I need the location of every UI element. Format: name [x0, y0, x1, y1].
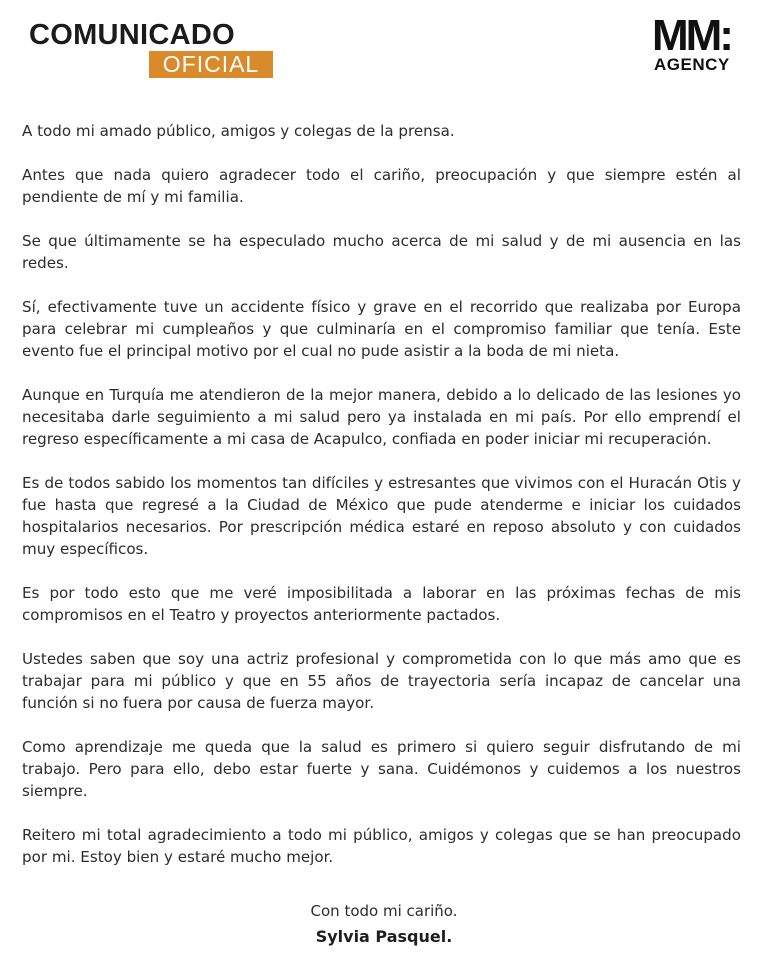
paragraph: Se que últimamente se ha especulado mucho acerca de mi salud y de mi ausencia en las redes. [22, 232, 741, 272]
paragraph: Ustedes saben que soy una actriz profesional y comprometida con lo que más amo que es trabajar para mi público y que en 55 años de trayectoria sería incapaz de cancelar una función si no fuera por causa de fuerza mayor. [22, 650, 741, 712]
closing-line: Con todo mi cariño. [310, 902, 458, 920]
paragraph: Antes que nada quiero agradecer todo el cariño, preocupación y que siempre estén al pendiente de mí y mi familia. [22, 166, 741, 206]
logo-text: AGENCY [654, 55, 730, 74]
document-title: COMUNICADO [29, 19, 235, 51]
paragraph: Aunque en Turquía me atendieron de la mejor manera, debido a lo delicado de las lesiones yo necesitaba darle seguimiento a mi salud pero ya instalada en mi país. Por ello emprendí el regreso específicamente a mi casa de Acapulco, confiada en poder iniciar mi recuperación. [22, 386, 741, 448]
paragraph-final: Reitero mi total agradecimiento a todo mi público, amigos y colegas que se han preocupado por mi. Estoy bien y estaré mucho mejor. [22, 826, 741, 866]
paragraph: Es de todos sabido los momentos tan difíciles y estresantes que vivimos con el Huracán Otis y fue hasta que regresé a la Ciudad de México que pude atenderme e iniciar los cuidados hospitalarios necesarios. Por prescripción médica estaré en reposo absoluto y con cuidados muy específicos. [22, 474, 741, 558]
header [0, 0, 768, 100]
agency-logo [652, 11, 742, 74]
logo-mark: MM: [652, 11, 731, 60]
paragraph: Como aprendizaje me queda que la salud es primero si quiero seguir disfrutando de mi trabajo. Pero para ello, debo estar fuerte y sana. Cuidémonos y cuidemos a los nuestros siempre. [22, 738, 741, 800]
paragraph-greeting: A todo mi amado público, amigos y colegas de la prensa. [22, 122, 455, 140]
signature-name: Sylvia Pasquel. [315, 927, 453, 946]
document-subtitle-badge: OFICIAL [149, 51, 273, 78]
letter-body [22, 120, 741, 868]
paragraph: Es por todo esto que me veré imposibilitada a laborar en las próximas fechas de mis compromisos en el Teatro y proyectos anteriormente pactados. [22, 584, 741, 624]
paragraph: Sí, efectivamente tuve un accidente físico y grave en el recorrido que realizaba por Europa para celebrar mi cumpleaños y que culminaría en el compromiso familiar que tenía. Este evento fue el principal motivo por el cual no pude asistir a la boda de mi nieta. [22, 298, 741, 360]
